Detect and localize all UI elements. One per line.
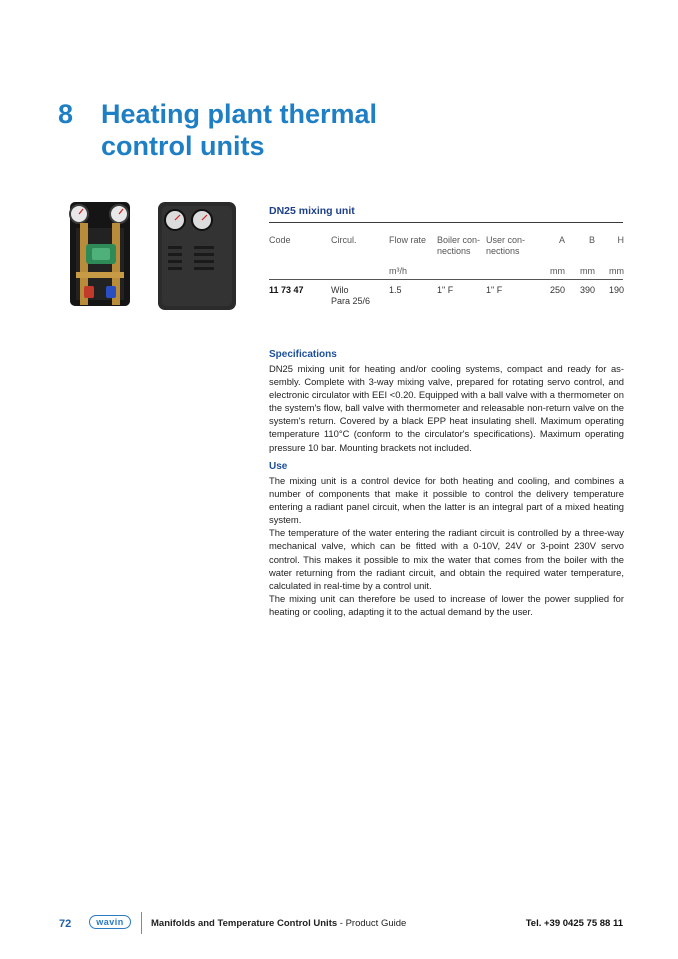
use-paragraph-1: The mixing unit is a control device for both heating and cooling, and combines a number of components that make it possible to control the delivery temperature entering a radiant panel circuit, when the latter is an integral part of a mixed heating system. [269, 475, 624, 526]
footer-title [151, 918, 406, 929]
header-circul: Circul. [331, 235, 357, 245]
page-number: 72 [59, 918, 72, 930]
table-top-rule [269, 222, 623, 223]
row-code: 11 73 47 [269, 285, 304, 295]
chapter-title-line-1: Heating plant thermal [101, 99, 378, 129]
row-circulator [331, 285, 370, 307]
closed-mixing-unit-image [158, 202, 236, 310]
unit-flow-rate: m³/h [389, 266, 407, 276]
header-user-line-1: User con- [486, 235, 526, 245]
header-a: A [558, 235, 565, 245]
row-b: 390 [579, 285, 595, 295]
use-paragraph-3: The mixing unit can therefore be used to increase of lower the power supplied for heating or cooling, adapting it to the actual demand by the user. [269, 592, 624, 617]
product-title: DN25 mixing unit [269, 205, 355, 217]
chapter-number: 8 [58, 99, 74, 129]
row-user-connections: 1" F [486, 285, 503, 295]
chapter-title [101, 98, 431, 162]
footer-phone: Tel. +39 0425 75 88 11 [525, 918, 623, 929]
use-heading: Use [269, 461, 288, 472]
unit-a: mm [550, 266, 565, 276]
header-user-line-2: nections [486, 246, 520, 256]
specifications-heading: Specifications [269, 349, 337, 360]
row-circulator-line-1: Wilo [331, 285, 349, 295]
header-b: B [588, 235, 595, 245]
use-paragraph-2: The temperature of the water entering the radiant circuit is controlled by a three-way mechanical valve, which can be fitted with a 0-10V, 24V or 3-point 230V servo control. This makes it possible to mix the water that comes from the boiler with the water returning from the radiant circuit, and obtain the required water temperature, calculated in real-time by a control unit. [269, 527, 624, 591]
row-h: 190 [608, 285, 624, 295]
specifications-paragraph: DN25 mixing unit for heating and/or cooling systems, compact and ready for assembly. Complete with 3-way mixing valve, prepared for rotating servo control, and electronic circulator with EEI <0.20. Equipped with a ball valve with a thermometer on the system's flow, ball valve with thermometer and releasable non-return valve on the system's return. Covered by a black EPP heat insulating shell. Maximum operating temperature 110°C (conform to the circulator's specifications). Maximum operating pressure 10 bar. Mounting brackets not included. [269, 363, 624, 453]
header-h: H [617, 235, 624, 245]
unit-h: mm [609, 266, 624, 276]
wavin-logo: wavin [89, 915, 131, 929]
footer-title-bold: Manifolds and Temperature Control Units [151, 918, 338, 929]
header-flow-rate: Flow rate [389, 235, 427, 245]
header-boiler-line-1: Boiler con- [437, 235, 481, 245]
table-header-rule [269, 279, 623, 280]
header-code: Code [269, 235, 291, 245]
row-a: 250 [549, 285, 565, 295]
header-boiler-connections [437, 235, 480, 257]
product-photos [62, 200, 244, 315]
footer-divider [141, 912, 142, 934]
row-circulator-line-2: Para 25/6 [331, 296, 371, 306]
use-text [269, 474, 624, 618]
row-flow-rate: 1.5 [389, 285, 402, 295]
chapter-title-line-2: control units [101, 131, 265, 161]
footer-title-rest: - Product Guide [337, 918, 407, 929]
page-footer [0, 912, 678, 936]
open-mixing-unit-image [70, 202, 130, 306]
specifications-text [269, 362, 624, 454]
header-boiler-line-2: nections [437, 246, 471, 256]
row-boiler-connections: 1" F [437, 285, 454, 295]
unit-b: mm [580, 266, 595, 276]
header-user-connections [486, 235, 525, 257]
